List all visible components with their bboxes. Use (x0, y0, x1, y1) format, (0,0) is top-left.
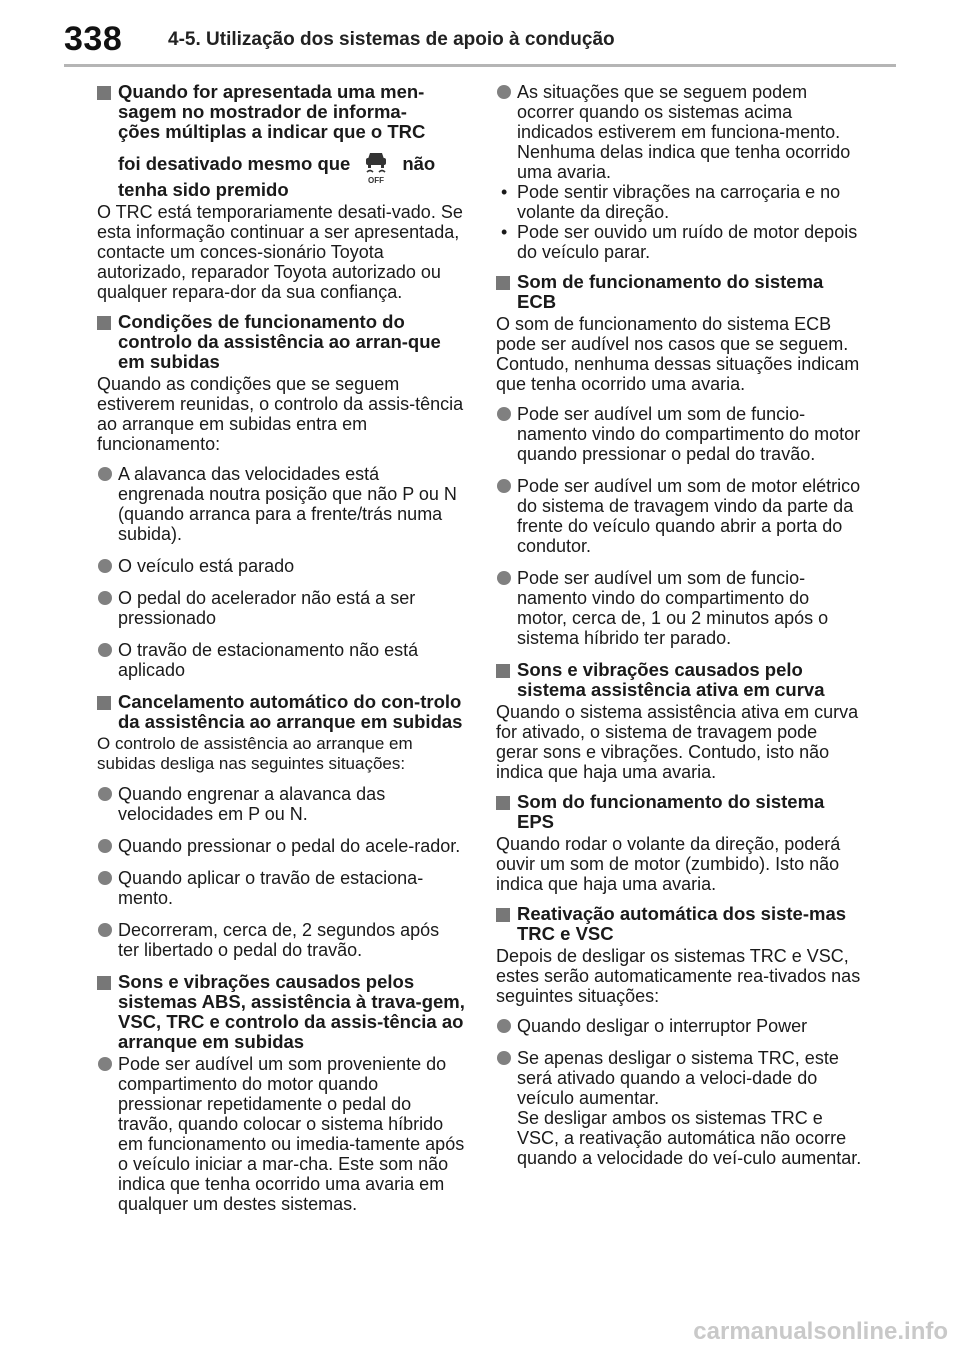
right-column (496, 82, 864, 1180)
paragraph: Depois de desligar os sistemas TRC e VSC, estes serão automaticamente rea-tivados nas seguintes situações: (496, 946, 861, 1006)
paragraph: O controlo de assistência ao arranque em subidas desliga nas seguintes situações: (97, 734, 413, 773)
list-item: Quando pressionar o pedal do acele-rador. (97, 836, 465, 856)
list-item: Pode ser audível um som de funcio-namento vindo do compartimento do motor, cerca de, 1 ou 2 minutos após o sistema híbrido ter parado. (496, 568, 864, 648)
heading-abs-sounds: Sons e vibrações causados pelos sistemas ABS, assistência à trava-gem, VSC, TRC e controlo da assis-tência ao arranque em subidas (97, 972, 465, 1052)
dash-item: • Pode ser ouvido um ruído de motor depois do veículo parar. (501, 222, 858, 262)
circle-bullet-icon (98, 591, 112, 605)
square-bullet-icon (97, 316, 111, 330)
circle-bullet-icon (497, 407, 511, 421)
square-bullet-icon (496, 664, 510, 678)
circle-bullet-icon (497, 479, 511, 493)
square-bullet-icon (97, 696, 111, 710)
circle-bullet-icon (98, 1057, 112, 1071)
heading-hill-start-cancel: Cancelamento automático do con-trolo da assistência ao arranque em subidas (97, 692, 465, 732)
paragraph: O som de funcionamento do sistema ECB pode ser audível nos casos que se seguem. Contudo, nenhuma dessas situações indicam que tenha ocorrido uma avaria. (496, 314, 860, 394)
heading-trc-message: Quando for apresentada uma men- sagem no mostrador de informa- ções múltiplas a indicar que o TRC foi desativado mesmo que OFF não tenha sido premido (97, 82, 465, 200)
list-item: Quando engrenar a alavanca das velocidades em P ou N. (97, 784, 465, 824)
svg-text:OFF: OFF (368, 176, 385, 186)
header-rule (64, 64, 896, 67)
square-bullet-icon (496, 908, 510, 922)
list-item: Se apenas desligar o sistema TRC, este será ativado quando a veloci-dade do veículo aumentar. (496, 1048, 864, 1108)
circle-bullet-icon (98, 559, 112, 573)
paragraph: Quando rodar o volante da direção, poderá ouvir um som de motor (zumbido). Isto não indica que haja uma avaria. (496, 834, 841, 894)
page-number: 338 (64, 20, 123, 58)
circle-bullet-icon (98, 871, 112, 885)
paragraph: O TRC está temporariamente desati-vado. Se esta informação continuar a ser apresentada, contacte um conces-sionário Toyota autorizado, reparador Toyota autorizado ou qualquer repara-dor da sua confiança. (97, 202, 463, 302)
circle-bullet-icon (497, 571, 511, 585)
page-header (0, 0, 960, 66)
list-item: Pode ser audível um som proveniente do compartimento do motor quando pressionar repetidamente o pedal do travão, quando colocar o sistema híbrido em funcionamento ou imedia-tamente após o veículo iniciar a mar-cha. Este som não indica que tenha ocorrido uma avaria em qualquer um destes sistemas. (97, 1054, 465, 1214)
paragraph: Quando o sistema assistência ativa em curva for ativado, o sistema de travagem pode gerar sons e vibrações. Contudo, isto não indica que haja uma avaria. (496, 702, 859, 782)
circle-bullet-icon (98, 923, 112, 937)
heading-hill-start-conditions: Condições de funcionamento do controlo da assistência ao arran-que em subidas (97, 312, 465, 372)
list-item: A alavanca das velocidades está engrenada noutra posição que não P ou N (quando arranca para a frente/trás numa subida). (97, 464, 465, 544)
dash-item: • Pode sentir vibrações na carroçaria e no volante da direção. (501, 182, 841, 222)
heading-eps-sound: Som do funcionamento do sistema EPS (496, 792, 864, 832)
heading-active-cornering: Sons e vibrações causados pelo sistema assistência ativa em curva (496, 660, 864, 700)
square-bullet-icon (97, 86, 111, 100)
section-title: 4-5. Utilização dos sistemas de apoio à condução (168, 29, 615, 50)
circle-bullet-icon (497, 85, 511, 99)
list-item: Quando desligar o interruptor Power (496, 1016, 864, 1036)
trc-off-icon (356, 145, 396, 185)
circle-bullet-icon (497, 1019, 511, 1033)
circle-bullet-icon (497, 1051, 511, 1065)
circle-bullet-icon (98, 467, 112, 481)
list-item: As situações que se seguem podem ocorrer quando os sistemas acima indicados estiverem em funciona-mento. Nenhuma delas indica que tenha ocorrido uma avaria. (496, 82, 864, 182)
paragraph: Quando as condições que se seguem estiverem reunidas, o controlo da assis-tência ao arranque em subidas entra em funcionamento: (97, 374, 464, 454)
circle-bullet-icon (98, 839, 112, 853)
circle-bullet-icon (98, 643, 112, 657)
list-item: Decorreram, cerca de, 2 segundos após ter libertado o pedal do travão. (97, 920, 465, 960)
left-column (97, 82, 465, 1226)
list-item: Pode ser audível um som de funcio-namento vindo do compartimento do motor quando pressionar o pedal do travão. (496, 404, 864, 464)
square-bullet-icon (97, 976, 111, 990)
list-item: Pode ser audível um som de motor elétrico do sistema de travagem vindo da parte da frente do veículo quando abrir a porta do condutor. (496, 476, 864, 556)
watermark: carmanualsonline.info (693, 1318, 948, 1345)
list-item: O veículo está parado (97, 556, 465, 576)
list-item: O pedal do acelerador não está a ser pressionado (97, 588, 465, 628)
square-bullet-icon (496, 276, 510, 290)
list-item: O travão de estacionamento não está aplicado (97, 640, 465, 680)
list-item-continuation: Se desligar ambos os sistemas TRC e VSC, a reativação automática não ocorre quando a velocidade do veí-culo aumentar. (517, 1108, 862, 1168)
heading-auto-reactivation: Reativação automática dos siste-mas TRC e VSC (496, 904, 864, 944)
list-item: Quando aplicar o travão de estaciona-mento. (97, 868, 465, 908)
circle-bullet-icon (98, 787, 112, 801)
heading-ecb-sound: Som de funcionamento do sistema ECB (496, 272, 864, 312)
square-bullet-icon (496, 796, 510, 810)
